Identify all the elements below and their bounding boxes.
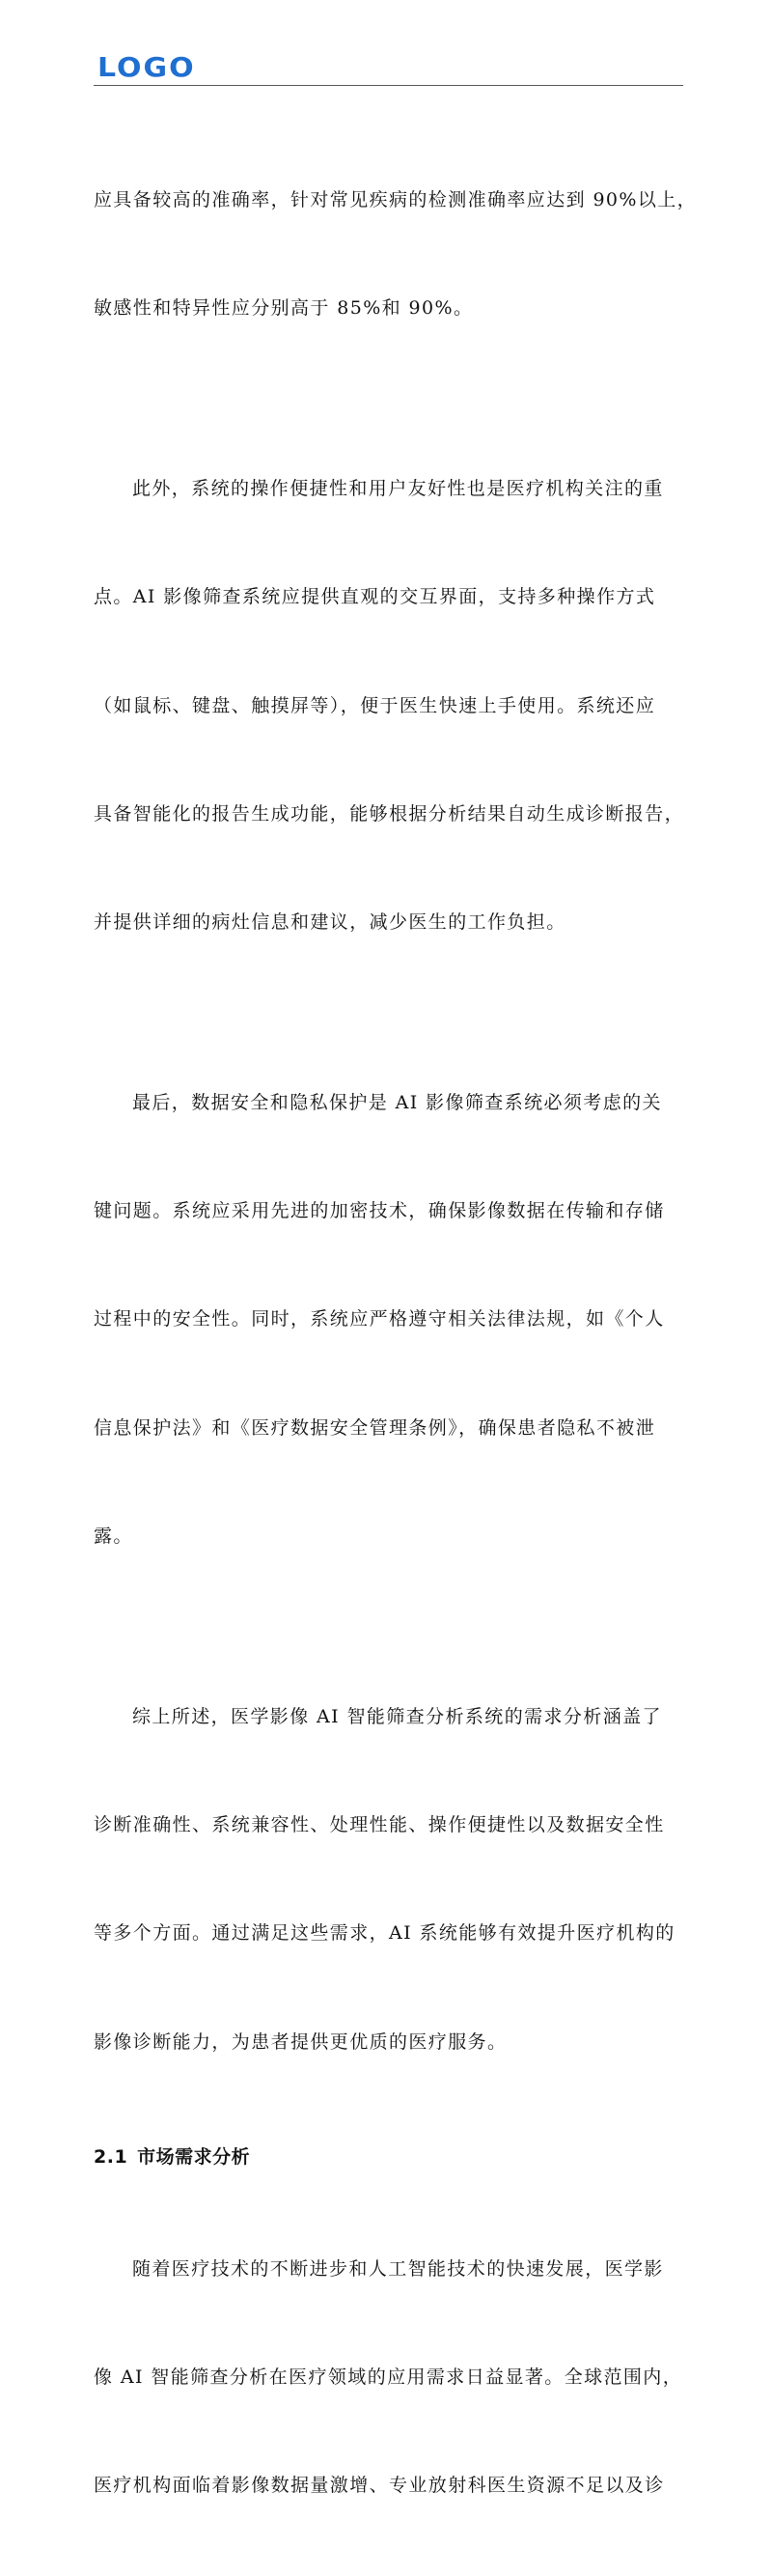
text-line: 综上所述，医学影像 AI 智能筛查分析系统的需求分析涵盖了 (132, 1705, 662, 1727)
text-line: 医疗机构面临着影像数据量激增、专业放射科医生资源不足以及诊 (94, 2475, 665, 2496)
text-line: 诊断准确性、系统兼容性、处理性能、操作便捷性以及数据安全性 (94, 1814, 665, 1836)
section-number: 2.1 (94, 2145, 128, 2168)
text-line: 点。AI 影像筛查系统应提供直观的交互界面，支持多种操作方式 (94, 586, 656, 608)
text-line: 像 AI 智能筛查分析在医疗领域的应用需求日益显著。全球范围内， (94, 2366, 683, 2388)
section-heading (94, 2141, 684, 2173)
text-line: 等多个方面。通过满足这些需求，AI 系统能够有效提升医疗机构的 (94, 1922, 676, 1945)
paragraph-security (94, 1013, 684, 1627)
text-line: 具备智能化的报告生成功能，能够根据分析结果自动生成诊断报告， (94, 802, 685, 825)
page-header (94, 50, 683, 86)
text-line: 并提供详细的病灶信息和建议，减少医生的工作负担。 (94, 910, 566, 933)
text-line: 最后，数据安全和隐私保护是 AI 影像筛查系统必须考虑的关 (132, 1091, 662, 1113)
text-line: 过程中的安全性。同时，系统应严格遵守相关法律法规，如《个人 (94, 1308, 665, 1330)
text-line: 应具备较高的准确率，针对常见疾病的检测准确率应达到 90%以上， (94, 188, 698, 210)
text-line: 此外，系统的操作便捷性和用户友好性也是医疗机构关注的重 (132, 478, 664, 500)
text-line: 影像诊断能力，为患者提供更优质的医疗服务。 (94, 2030, 508, 2053)
document-body (94, 110, 698, 2576)
logo: LOGO (97, 52, 196, 84)
paragraph-market-demand (94, 2179, 684, 2576)
text-line: 露。 (94, 1525, 133, 1547)
text-line: 随着医疗技术的不断进步和人工智能技术的快速发展，医学影 (132, 2257, 664, 2280)
text-line: 信息保护法》和《医疗数据安全管理条例》，确保患者隐私不被泄 (94, 1416, 656, 1439)
text-line: （如鼠标、键盘、触摸屏等），便于医生快速上手使用。系统还应 (94, 694, 656, 716)
text-line: 敏感性和特异性应分别高于 85%和 90%。 (94, 297, 474, 320)
text-line: 键问题。系统应采用先进的加密技术，确保影像数据在传输和存储 (94, 1200, 665, 1222)
paragraph-usability (94, 399, 684, 1013)
paragraph-accuracy (94, 110, 698, 399)
paragraph-summary (94, 1627, 684, 2133)
section-title: 市场需求分析 (137, 2145, 251, 2168)
